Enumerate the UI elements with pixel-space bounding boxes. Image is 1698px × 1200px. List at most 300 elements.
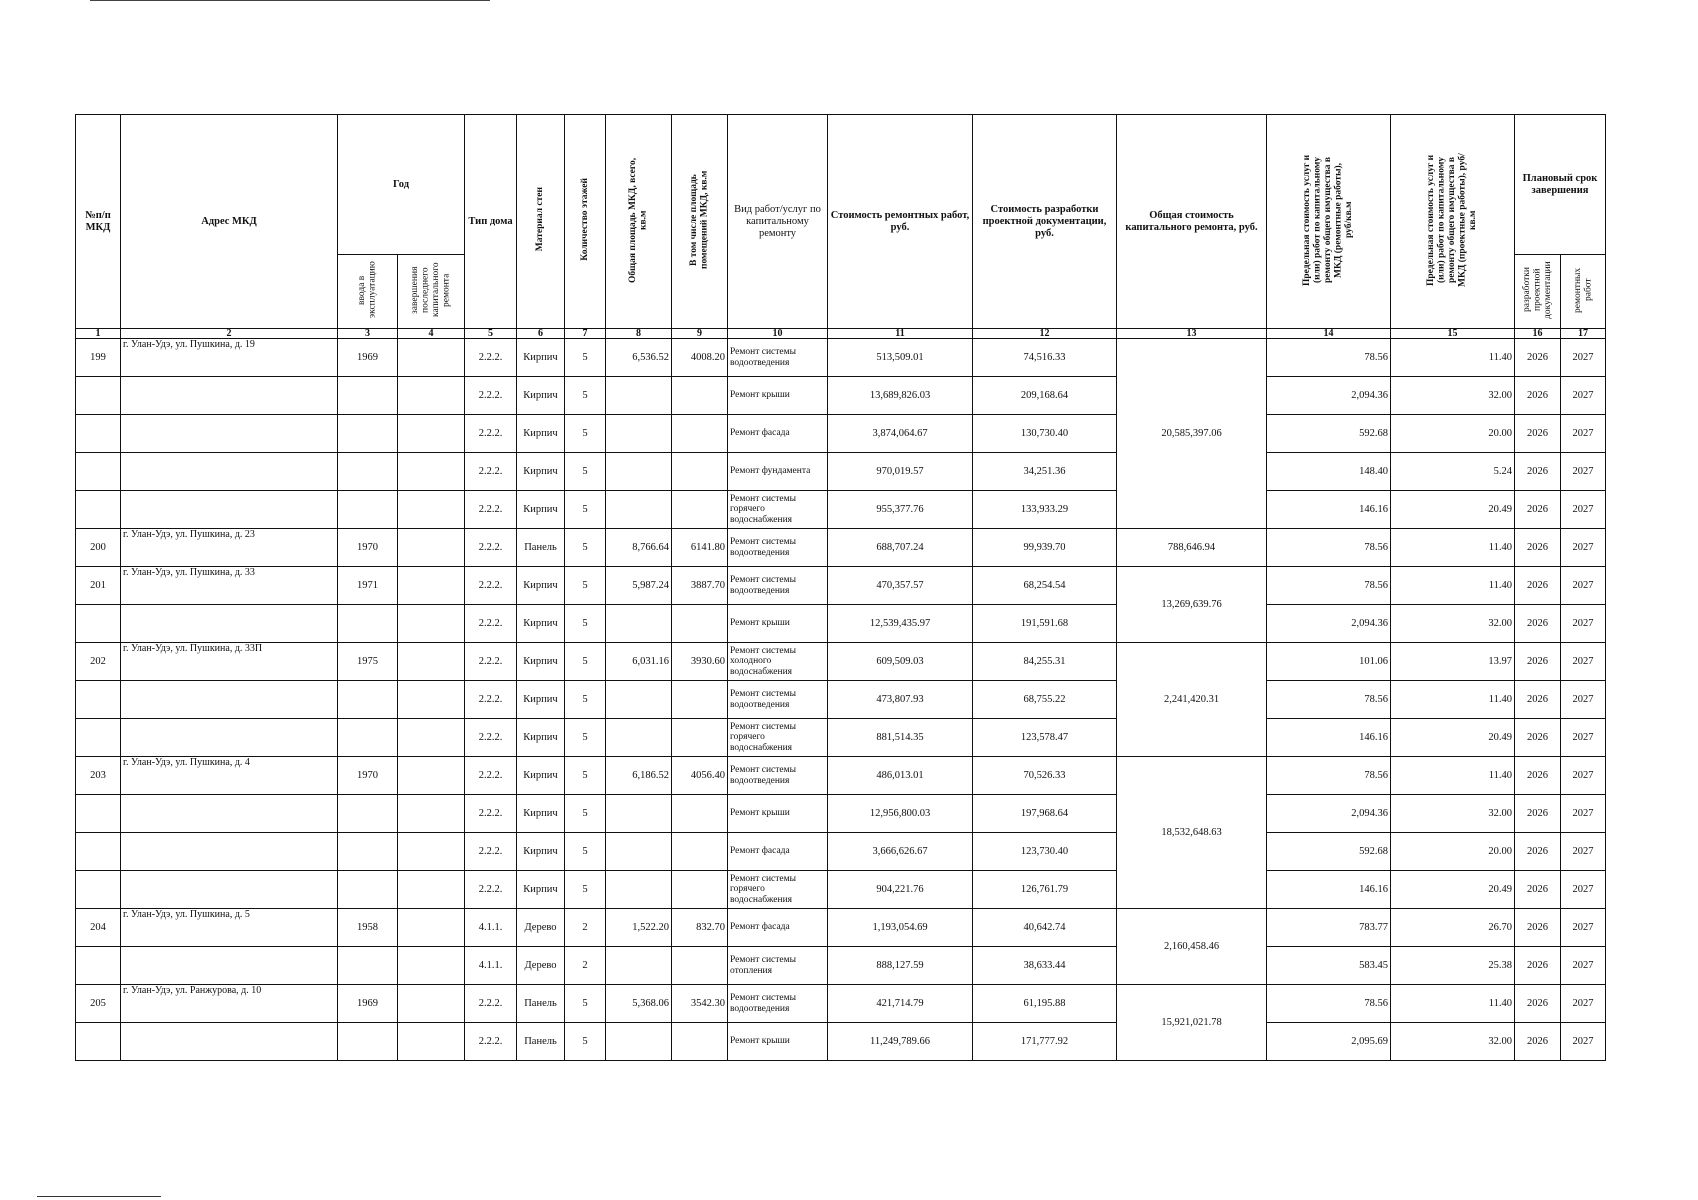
repair-cost-cell: 888,127.59 xyxy=(828,947,973,985)
deadline-works-cell: 2027 xyxy=(1561,567,1606,605)
limit-repair-cell: 146.16 xyxy=(1267,719,1391,757)
year-last-repair-cell xyxy=(398,681,465,719)
house-type-cell: 4.1.1. xyxy=(465,947,517,985)
repair-cost-cell: 470,357.57 xyxy=(828,567,973,605)
floors-cell: 5 xyxy=(565,605,606,643)
total-area-cell: 5,987.24 xyxy=(606,567,672,605)
capital-repair-table xyxy=(75,114,1606,1061)
wall-material-cell: Кирпич xyxy=(517,453,565,491)
table-row xyxy=(76,605,1606,643)
design-cost-cell: 197,968.64 xyxy=(973,795,1117,833)
limit-design-cell: 11.40 xyxy=(1391,985,1515,1023)
year-last-repair-cell xyxy=(398,795,465,833)
limit-design-cell: 11.40 xyxy=(1391,339,1515,377)
address-cell xyxy=(121,491,338,529)
row-number xyxy=(76,605,121,643)
deadline-design-cell: 2026 xyxy=(1515,415,1561,453)
design-cost-cell: 123,578.47 xyxy=(973,719,1117,757)
deadline-works-cell: 2027 xyxy=(1561,453,1606,491)
table-row xyxy=(76,909,1606,947)
address-cell xyxy=(121,833,338,871)
address-cell: г. Улан-Удэ, ул. Пушкина, д. 5 xyxy=(121,909,338,947)
deadline-design-cell: 2026 xyxy=(1515,567,1561,605)
limit-repair-cell: 78.56 xyxy=(1267,757,1391,795)
work-type-cell: Ремонт системы холодного водоснабжения xyxy=(728,643,828,681)
total-cost-cell: 788,646.94 xyxy=(1117,529,1267,567)
house-type-cell: 2.2.2. xyxy=(465,985,517,1023)
table-row xyxy=(76,339,1606,377)
floors-cell: 5 xyxy=(565,453,606,491)
limit-design-cell: 20.49 xyxy=(1391,491,1515,529)
limit-repair-cell: 2,094.36 xyxy=(1267,377,1391,415)
limit-repair-cell: 146.16 xyxy=(1267,871,1391,909)
address-cell xyxy=(121,871,338,909)
limit-repair-cell: 2,095.69 xyxy=(1267,1023,1391,1061)
limit-repair-cell: 583.45 xyxy=(1267,947,1391,985)
header-work-type: Вид работ/услуг по капитальному ремонту xyxy=(728,115,828,329)
deadline-works-cell: 2027 xyxy=(1561,491,1606,529)
total-area-cell xyxy=(606,1023,672,1061)
wall-material-cell: Кирпич xyxy=(517,567,565,605)
total-cost-cell: 2,241,420.31 xyxy=(1117,643,1267,757)
address-cell xyxy=(121,795,338,833)
work-type-cell: Ремонт системы водоотведения xyxy=(728,339,828,377)
column-number: 6 xyxy=(517,329,565,339)
header-floors-text: Количество этажей xyxy=(579,178,590,261)
deadline-works-cell: 2027 xyxy=(1561,377,1606,415)
deadline-design-cell: 2026 xyxy=(1515,871,1561,909)
work-type-cell: Ремонт фасада xyxy=(728,415,828,453)
header-premises-area xyxy=(672,115,728,329)
year-commission-cell xyxy=(338,871,398,909)
premises-area-cell: 3887.70 xyxy=(672,567,728,605)
deadline-works-cell: 2027 xyxy=(1561,415,1606,453)
year-last-repair-cell xyxy=(398,339,465,377)
header-deadline: Плановый срок завершения xyxy=(1515,115,1606,255)
house-type-cell: 2.2.2. xyxy=(465,833,517,871)
limit-repair-cell: 2,094.36 xyxy=(1267,605,1391,643)
header-address: Адрес МКД xyxy=(121,115,338,329)
row-number: 202 xyxy=(76,643,121,681)
floors-cell: 5 xyxy=(565,339,606,377)
floors-cell: 5 xyxy=(565,529,606,567)
limit-design-cell: 5.24 xyxy=(1391,453,1515,491)
year-last-repair-cell xyxy=(398,833,465,871)
wall-material-cell: Кирпич xyxy=(517,339,565,377)
address-cell: г. Улан-Удэ, ул. Пушкина, д. 33 xyxy=(121,567,338,605)
year-commission-cell: 1969 xyxy=(338,339,398,377)
repair-cost-cell: 11,249,789.66 xyxy=(828,1023,973,1061)
repair-cost-cell: 1,193,054.69 xyxy=(828,909,973,947)
work-type-cell: Ремонт крыши xyxy=(728,605,828,643)
year-commission-cell xyxy=(338,795,398,833)
year-commission-cell xyxy=(338,415,398,453)
repair-cost-cell: 609,509.03 xyxy=(828,643,973,681)
address-cell xyxy=(121,415,338,453)
header-year-last-repair-text: завершения последнего капитального ремонта xyxy=(410,262,452,317)
house-type-cell: 2.2.2. xyxy=(465,605,517,643)
premises-area-cell xyxy=(672,681,728,719)
year-last-repair-cell xyxy=(398,909,465,947)
deadline-design-cell: 2026 xyxy=(1515,909,1561,947)
table-row xyxy=(76,719,1606,757)
address-cell: г. Улан-Удэ, ул. Ранжурова, д. 10 xyxy=(121,985,338,1023)
premises-area-cell xyxy=(672,377,728,415)
table-row xyxy=(76,567,1606,605)
total-area-cell xyxy=(606,719,672,757)
column-number: 3 xyxy=(338,329,398,339)
work-type-cell: Ремонт системы горячего водоснабжения xyxy=(728,719,828,757)
wall-material-cell: Кирпич xyxy=(517,833,565,871)
year-commission-cell xyxy=(338,377,398,415)
premises-area-cell xyxy=(672,833,728,871)
year-commission-cell: 1958 xyxy=(338,909,398,947)
row-number xyxy=(76,415,121,453)
wall-material-cell: Кирпич xyxy=(517,871,565,909)
premises-area-cell: 3542.30 xyxy=(672,985,728,1023)
deadline-design-cell: 2026 xyxy=(1515,833,1561,871)
total-area-cell xyxy=(606,795,672,833)
year-commission-cell: 1970 xyxy=(338,757,398,795)
year-commission-cell xyxy=(338,833,398,871)
row-number: 200 xyxy=(76,529,121,567)
design-cost-cell: 84,255.31 xyxy=(973,643,1117,681)
house-type-cell: 2.2.2. xyxy=(465,1023,517,1061)
header-total-area-text: Общая площадь МКД, всего, кв.м xyxy=(628,156,649,283)
limit-design-cell: 11.40 xyxy=(1391,529,1515,567)
work-type-cell: Ремонт фасада xyxy=(728,909,828,947)
header-limit-repair-text: Предельная стоимость услуг и (или) работ по капитальному ремонту общего имущества в МКД (ремонтные работы), руб/кв.м xyxy=(1302,153,1355,286)
house-type-cell: 2.2.2. xyxy=(465,719,517,757)
floors-cell: 5 xyxy=(565,567,606,605)
work-type-cell: Ремонт системы отопления xyxy=(728,947,828,985)
limit-repair-cell: 78.56 xyxy=(1267,339,1391,377)
limit-design-cell: 20.49 xyxy=(1391,719,1515,757)
deadline-design-cell: 2026 xyxy=(1515,757,1561,795)
year-last-repair-cell xyxy=(398,719,465,757)
house-type-cell: 2.2.2. xyxy=(465,871,517,909)
limit-design-cell: 26.70 xyxy=(1391,909,1515,947)
premises-area-cell xyxy=(672,871,728,909)
repair-cost-cell: 13,689,826.03 xyxy=(828,377,973,415)
repair-cost-cell: 3,874,064.67 xyxy=(828,415,973,453)
row-number xyxy=(76,681,121,719)
wall-material-cell: Кирпич xyxy=(517,605,565,643)
repair-cost-cell: 12,956,800.03 xyxy=(828,795,973,833)
total-area-cell xyxy=(606,947,672,985)
table-row xyxy=(76,985,1606,1023)
design-cost-cell: 68,755.22 xyxy=(973,681,1117,719)
column-number: 2 xyxy=(121,329,338,339)
column-number: 10 xyxy=(728,329,828,339)
row-number xyxy=(76,377,121,415)
column-number: 9 xyxy=(672,329,728,339)
limit-repair-cell: 592.68 xyxy=(1267,415,1391,453)
header-wall-material xyxy=(517,115,565,329)
limit-design-cell: 11.40 xyxy=(1391,757,1515,795)
wall-material-cell: Кирпич xyxy=(517,415,565,453)
floors-cell: 5 xyxy=(565,833,606,871)
wall-material-cell: Кирпич xyxy=(517,719,565,757)
limit-repair-cell: 592.68 xyxy=(1267,833,1391,871)
address-cell: г. Улан-Удэ, ул. Пушкина, д. 19 xyxy=(121,339,338,377)
work-type-cell: Ремонт крыши xyxy=(728,377,828,415)
year-commission-cell xyxy=(338,1023,398,1061)
address-cell xyxy=(121,681,338,719)
floors-cell: 5 xyxy=(565,1023,606,1061)
year-last-repair-cell xyxy=(398,605,465,643)
work-type-cell: Ремонт фундамента xyxy=(728,453,828,491)
header-deadline-design-text: разработки проектной документации xyxy=(1521,260,1553,319)
total-area-cell xyxy=(606,681,672,719)
table-row xyxy=(76,795,1606,833)
limit-design-cell: 25.38 xyxy=(1391,947,1515,985)
row-number: 204 xyxy=(76,909,121,947)
wall-material-cell: Кирпич xyxy=(517,377,565,415)
design-cost-cell: 68,254.54 xyxy=(973,567,1117,605)
table-row xyxy=(76,871,1606,909)
premises-area-cell xyxy=(672,795,728,833)
deadline-design-cell: 2026 xyxy=(1515,1023,1561,1061)
year-last-repair-cell xyxy=(398,1023,465,1061)
total-area-cell: 5,368.06 xyxy=(606,985,672,1023)
house-type-cell: 2.2.2. xyxy=(465,643,517,681)
address-cell xyxy=(121,377,338,415)
wall-material-cell: Кирпич xyxy=(517,795,565,833)
work-type-cell: Ремонт системы горячего водоснабжения xyxy=(728,871,828,909)
year-last-repair-cell xyxy=(398,985,465,1023)
deadline-works-cell: 2027 xyxy=(1561,985,1606,1023)
column-number-row xyxy=(76,329,1606,339)
repair-cost-cell: 970,019.57 xyxy=(828,453,973,491)
limit-design-cell: 20.49 xyxy=(1391,871,1515,909)
premises-area-cell: 4056.40 xyxy=(672,757,728,795)
limit-repair-cell: 78.56 xyxy=(1267,681,1391,719)
floors-cell: 5 xyxy=(565,415,606,453)
design-cost-cell: 99,939.70 xyxy=(973,529,1117,567)
row-number: 201 xyxy=(76,567,121,605)
row-number: 203 xyxy=(76,757,121,795)
house-type-cell: 2.2.2. xyxy=(465,415,517,453)
address-cell xyxy=(121,947,338,985)
column-number: 1 xyxy=(76,329,121,339)
premises-area-cell xyxy=(672,1023,728,1061)
work-type-cell: Ремонт системы водоотведения xyxy=(728,985,828,1023)
address-cell xyxy=(121,605,338,643)
table-row xyxy=(76,529,1606,567)
floors-cell: 2 xyxy=(565,947,606,985)
floors-cell: 5 xyxy=(565,871,606,909)
limit-repair-cell: 78.56 xyxy=(1267,567,1391,605)
row-number xyxy=(76,947,121,985)
premises-area-cell xyxy=(672,719,728,757)
header-limit-design-text: Предельная стоимость услуг и (или) работ по капитальному ремонту общего имущества в МКД (проектные работы), руб/кв.м xyxy=(1426,152,1479,287)
floors-cell: 5 xyxy=(565,377,606,415)
wall-material-cell: Дерево xyxy=(517,947,565,985)
deadline-works-cell: 2027 xyxy=(1561,871,1606,909)
design-cost-cell: 191,591.68 xyxy=(973,605,1117,643)
limit-repair-cell: 783.77 xyxy=(1267,909,1391,947)
row-number xyxy=(76,719,121,757)
year-commission-cell: 1969 xyxy=(338,985,398,1023)
premises-area-cell: 4008.20 xyxy=(672,339,728,377)
table-row xyxy=(76,643,1606,681)
house-type-cell: 2.2.2. xyxy=(465,795,517,833)
limit-design-cell: 20.00 xyxy=(1391,833,1515,871)
table-row xyxy=(76,757,1606,795)
year-last-repair-cell xyxy=(398,491,465,529)
design-cost-cell: 209,168.64 xyxy=(973,377,1117,415)
deadline-design-cell: 2026 xyxy=(1515,719,1561,757)
house-type-cell: 4.1.1. xyxy=(465,909,517,947)
premises-area-cell xyxy=(672,605,728,643)
row-number xyxy=(76,453,121,491)
header-deadline-works-text: ремонтных работ xyxy=(1572,266,1593,313)
column-number: 11 xyxy=(828,329,973,339)
work-type-cell: Ремонт системы водоотведения xyxy=(728,567,828,605)
repair-cost-cell: 486,013.01 xyxy=(828,757,973,795)
address-cell: г. Улан-Удэ, ул. Пушкина, д. 33П xyxy=(121,643,338,681)
total-area-cell xyxy=(606,377,672,415)
work-type-cell: Ремонт системы горячего водоснабжения xyxy=(728,491,828,529)
premises-area-cell: 6141.80 xyxy=(672,529,728,567)
header-wall-material-text: Материал стен xyxy=(535,187,546,252)
wall-material-cell: Дерево xyxy=(517,909,565,947)
wall-material-cell: Панель xyxy=(517,985,565,1023)
floors-cell: 5 xyxy=(565,719,606,757)
total-cost-cell: 20,585,397.06 xyxy=(1117,339,1267,529)
deadline-design-cell: 2026 xyxy=(1515,453,1561,491)
table-row xyxy=(76,833,1606,871)
deadline-works-cell: 2027 xyxy=(1561,833,1606,871)
year-last-repair-cell xyxy=(398,567,465,605)
total-area-cell xyxy=(606,453,672,491)
limit-repair-cell: 78.56 xyxy=(1267,529,1391,567)
header-deadline-design xyxy=(1515,255,1561,329)
deadline-design-cell: 2026 xyxy=(1515,491,1561,529)
year-last-repair-cell xyxy=(398,453,465,491)
floors-cell: 2 xyxy=(565,909,606,947)
total-area-cell xyxy=(606,833,672,871)
row-number xyxy=(76,833,121,871)
limit-design-cell: 32.00 xyxy=(1391,795,1515,833)
premises-area-cell xyxy=(672,491,728,529)
wall-material-cell: Кирпич xyxy=(517,681,565,719)
address-cell xyxy=(121,719,338,757)
header-design-cost: Стоимость разработки проектной документации, руб. xyxy=(973,115,1117,329)
year-last-repair-cell xyxy=(398,529,465,567)
year-commission-cell xyxy=(338,719,398,757)
total-area-cell: 1,522.20 xyxy=(606,909,672,947)
deadline-design-cell: 2026 xyxy=(1515,605,1561,643)
repair-cost-cell: 688,707.24 xyxy=(828,529,973,567)
design-cost-cell: 133,933.29 xyxy=(973,491,1117,529)
house-type-cell: 2.2.2. xyxy=(465,529,517,567)
column-number: 14 xyxy=(1267,329,1391,339)
year-commission-cell xyxy=(338,453,398,491)
design-cost-cell: 171,777.92 xyxy=(973,1023,1117,1061)
header-total-area xyxy=(606,115,672,329)
deadline-works-cell: 2027 xyxy=(1561,339,1606,377)
table-row xyxy=(76,491,1606,529)
year-commission-cell xyxy=(338,947,398,985)
year-last-repair-cell xyxy=(398,757,465,795)
floors-cell: 5 xyxy=(565,643,606,681)
floors-cell: 5 xyxy=(565,757,606,795)
total-cost-cell: 2,160,458.46 xyxy=(1117,909,1267,985)
limit-design-cell: 11.40 xyxy=(1391,681,1515,719)
row-number xyxy=(76,871,121,909)
row-number xyxy=(76,1023,121,1061)
year-last-repair-cell xyxy=(398,643,465,681)
column-number: 13 xyxy=(1117,329,1267,339)
deadline-works-cell: 2027 xyxy=(1561,719,1606,757)
floors-cell: 5 xyxy=(565,985,606,1023)
header-house-type: Тип дома xyxy=(465,115,517,329)
year-commission-cell xyxy=(338,681,398,719)
column-number: 16 xyxy=(1515,329,1561,339)
design-cost-cell: 70,526.33 xyxy=(973,757,1117,795)
header-premises-area-text: В том числе площадь помещений МКД, кв.м xyxy=(689,170,710,269)
header-total-cost: Общая стоимость капитального ремонта, руб. xyxy=(1117,115,1267,329)
limit-repair-cell: 2,094.36 xyxy=(1267,795,1391,833)
limit-design-cell: 32.00 xyxy=(1391,377,1515,415)
table-row xyxy=(76,377,1606,415)
column-number: 7 xyxy=(565,329,606,339)
total-cost-cell: 15,921,021.78 xyxy=(1117,985,1267,1061)
premises-area-cell: 3930.60 xyxy=(672,643,728,681)
house-type-cell: 2.2.2. xyxy=(465,681,517,719)
deadline-works-cell: 2027 xyxy=(1561,605,1606,643)
wall-material-cell: Кирпич xyxy=(517,491,565,529)
header-floors xyxy=(565,115,606,329)
total-area-cell: 8,766.64 xyxy=(606,529,672,567)
column-number: 4 xyxy=(398,329,465,339)
design-cost-cell: 74,516.33 xyxy=(973,339,1117,377)
row-number xyxy=(76,795,121,833)
house-type-cell: 2.2.2. xyxy=(465,453,517,491)
deadline-design-cell: 2026 xyxy=(1515,339,1561,377)
deadline-design-cell: 2026 xyxy=(1515,947,1561,985)
capital-repair-table-sheet xyxy=(75,114,1606,1061)
deadline-works-cell: 2027 xyxy=(1561,947,1606,985)
premises-area-cell xyxy=(672,415,728,453)
table-row xyxy=(76,1023,1606,1061)
limit-design-cell: 20.00 xyxy=(1391,415,1515,453)
year-commission-cell: 1970 xyxy=(338,529,398,567)
limit-design-cell: 13.97 xyxy=(1391,643,1515,681)
repair-cost-cell: 473,807.93 xyxy=(828,681,973,719)
house-type-cell: 2.2.2. xyxy=(465,491,517,529)
design-cost-cell: 61,195.88 xyxy=(973,985,1117,1023)
header-limit-repair xyxy=(1267,115,1391,329)
wall-material-cell: Кирпич xyxy=(517,643,565,681)
scan-edge-line xyxy=(90,0,490,1)
header-num: №п/п МКД xyxy=(76,115,121,329)
floors-cell: 5 xyxy=(565,491,606,529)
premises-area-cell: 832.70 xyxy=(672,909,728,947)
row-number: 205 xyxy=(76,985,121,1023)
deadline-works-cell: 2027 xyxy=(1561,1023,1606,1061)
column-number: 5 xyxy=(465,329,517,339)
work-type-cell: Ремонт системы водоотведения xyxy=(728,529,828,567)
total-area-cell xyxy=(606,491,672,529)
design-cost-cell: 123,730.40 xyxy=(973,833,1117,871)
deadline-design-cell: 2026 xyxy=(1515,377,1561,415)
header-repair-cost: Стоимость ремонтных работ, руб. xyxy=(828,115,973,329)
total-area-cell: 6,186.52 xyxy=(606,757,672,795)
repair-cost-cell: 3,666,626.67 xyxy=(828,833,973,871)
